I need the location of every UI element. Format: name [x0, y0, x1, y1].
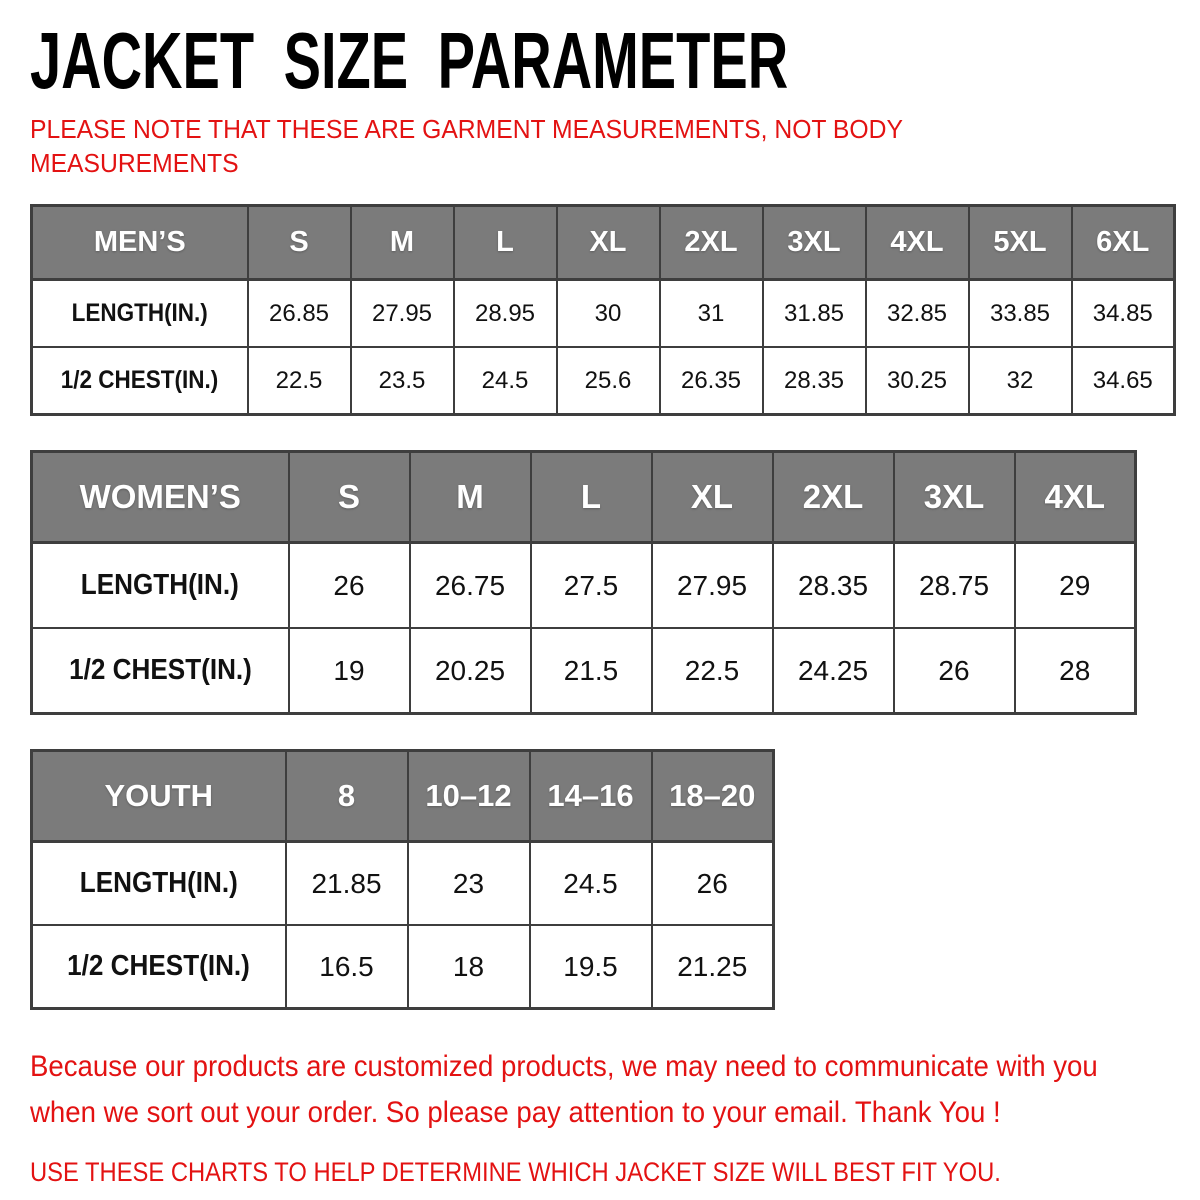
mens-size-column-header [660, 206, 763, 280]
womens-size-value-cell [894, 628, 1015, 714]
womens-size-column-header [410, 452, 531, 543]
womens-size-value-cell [531, 543, 652, 629]
header-label: 2XL [684, 226, 738, 258]
row-label-text: LENGTH(IN.) [79, 867, 238, 899]
mens-size-value-cell [248, 347, 351, 415]
note-line-2: MEASUREMENTS [30, 148, 239, 178]
size-value: 26.75 [434, 569, 506, 601]
womens-size-column-header [894, 452, 1015, 543]
size-value: 28.35 [797, 569, 869, 601]
womens-measurement-row [32, 543, 1136, 629]
youth-table-title-cell [32, 751, 286, 842]
row-label-text: 1/2 CHEST(IN.) [60, 366, 219, 394]
mens-size-column-header [557, 206, 660, 280]
size-value: 28.95 [474, 299, 536, 327]
mens-measurement-row [32, 280, 1175, 348]
header-label: 14–16 [547, 778, 634, 813]
youth-measurement-row [32, 842, 774, 926]
page-title: JACKET SIZE PARAMETER [30, 16, 789, 105]
header-label: 2XL [802, 478, 864, 515]
womens-table-title-cell [32, 452, 289, 543]
mens-size-value-cell [763, 280, 866, 348]
header-label: M [389, 226, 415, 258]
size-value: 32 [1006, 366, 1034, 394]
customization-notice-line-2: when we sort out your order. So please pay attention to your email. Thank You ! [30, 1096, 1001, 1129]
womens-size-value-cell [894, 543, 1015, 629]
mens-size-table [30, 204, 1176, 416]
womens-size-value-cell [652, 543, 773, 629]
mens-row-label [32, 347, 248, 415]
row-label-text: LENGTH(IN.) [71, 299, 208, 327]
womens-size-column-header [531, 452, 652, 543]
youth-row-label [32, 925, 286, 1009]
womens-size-value-cell [410, 628, 531, 714]
header-label: 8 [337, 778, 356, 813]
size-value: 31.85 [783, 299, 845, 327]
size-value: 22.5 [684, 654, 740, 686]
youth-row-label [32, 842, 286, 926]
size-value: 26 [333, 569, 365, 601]
mens-row-label [32, 280, 248, 348]
size-value: 32.85 [886, 299, 948, 327]
customization-notice-line-1: Because our products are customized products, we may need to communicate with you [30, 1050, 1098, 1083]
size-value: 20.25 [434, 654, 506, 686]
mens-size-column-header [1072, 206, 1175, 280]
mens-size-value-cell [866, 347, 969, 415]
mens-size-column-header [866, 206, 969, 280]
womens-size-value-cell [1015, 543, 1136, 629]
fit-advice-line: USE THESE CHARTS TO HELP DETERMINE WHICH JACKET SIZE WILL BEST FIT YOU. [30, 1157, 1001, 1187]
youth-size-value-cell [652, 842, 774, 926]
row-label-text: 1/2 CHEST(IN.) [67, 950, 251, 982]
youth-size-column-header [652, 751, 774, 842]
womens-size-value-cell [289, 628, 410, 714]
size-value: 27.95 [371, 299, 433, 327]
mens-header-row [32, 206, 1175, 280]
mens-size-value-cell [763, 347, 866, 415]
size-value: 27.5 [563, 569, 619, 601]
size-value: 24.5 [563, 867, 618, 899]
womens-size-value-cell [1015, 628, 1136, 714]
mens-size-value-cell [866, 280, 969, 348]
size-value: 26 [696, 867, 728, 899]
size-value: 24.5 [481, 366, 529, 394]
mens-size-value-cell [248, 280, 351, 348]
womens-size-value-cell [531, 628, 652, 714]
youth-size-value-cell [408, 842, 530, 926]
size-value: 18 [452, 950, 485, 982]
womens-size-value-cell [289, 543, 410, 629]
size-value: 29 [1059, 569, 1091, 601]
mens-table-title-cell [32, 206, 248, 280]
mens-size-column-header [351, 206, 454, 280]
header-label: 3XL [923, 478, 985, 515]
youth-size-column-header [286, 751, 408, 842]
youth-measurement-row [32, 925, 774, 1009]
header-label: L [496, 226, 514, 258]
mens-size-value-cell [969, 280, 1072, 348]
header-label: M [456, 478, 484, 515]
youth-size-value-cell [286, 925, 408, 1009]
youth-size-value-cell [530, 925, 652, 1009]
header-label: XL [690, 478, 734, 515]
womens-size-column-header [773, 452, 894, 543]
womens-size-value-cell [773, 628, 894, 714]
mens-size-value-cell [969, 347, 1072, 415]
note-line-1: PLEASE NOTE THAT THESE ARE GARMENT MEASUREMENTS, NOT BODY [30, 114, 903, 144]
mens-size-value-cell [454, 347, 557, 415]
mens-size-column-header [763, 206, 866, 280]
header-label: 6XL [1096, 226, 1150, 258]
mens-size-value-cell [557, 347, 660, 415]
size-value: 28 [1059, 654, 1091, 686]
size-value: 23 [452, 867, 485, 899]
size-value: 23.5 [378, 366, 426, 394]
size-value: 27.95 [676, 569, 748, 601]
header-label: S [289, 226, 309, 258]
size-value: 34.85 [1092, 299, 1153, 327]
youth-size-column-header [408, 751, 530, 842]
mens-measurement-row [32, 347, 1175, 415]
size-value: 21.5 [563, 654, 619, 686]
header-label: 4XL [1044, 478, 1106, 515]
womens-size-column-header [289, 452, 410, 543]
youth-size-value-cell [530, 842, 652, 926]
header-label: 4XL [890, 226, 944, 258]
size-value: 19 [333, 654, 365, 686]
womens-size-table [30, 450, 1137, 715]
size-value: 26 [938, 654, 970, 686]
mens-size-value-cell [557, 280, 660, 348]
customization-notice [30, 1044, 1106, 1136]
mens-size-value-cell [351, 280, 454, 348]
youth-size-value-cell [408, 925, 530, 1009]
mens-size-value-cell [660, 280, 763, 348]
header-label: 3XL [787, 226, 841, 258]
header-label: MEN’S [93, 226, 186, 258]
size-value: 28.75 [918, 569, 990, 601]
size-value: 30 [594, 299, 622, 327]
size-value: 30.25 [886, 366, 948, 394]
womens-row-label [32, 543, 289, 629]
size-tables-container [30, 204, 1200, 1010]
size-value: 21.25 [677, 950, 748, 982]
mens-size-value-cell [660, 347, 763, 415]
mens-size-value-cell [351, 347, 454, 415]
size-value: 21.85 [311, 867, 382, 899]
size-value: 31 [697, 299, 725, 327]
mens-size-value-cell [1072, 280, 1175, 348]
header-label: 10–12 [425, 778, 512, 813]
row-label-text: 1/2 CHEST(IN.) [68, 654, 252, 686]
garment-measurement-note [30, 112, 1142, 180]
womens-row-label [32, 628, 289, 714]
mens-size-value-cell [1072, 347, 1175, 415]
header-label: S [337, 478, 360, 515]
mens-size-value-cell [454, 280, 557, 348]
header-label: 5XL [993, 226, 1047, 258]
womens-size-column-header [652, 452, 773, 543]
womens-size-value-cell [652, 628, 773, 714]
size-value: 28.35 [783, 366, 845, 394]
size-value: 24.25 [797, 654, 869, 686]
womens-measurement-row [32, 628, 1136, 714]
youth-size-value-cell [652, 925, 774, 1009]
size-value: 33.85 [989, 299, 1051, 327]
womens-header-row [32, 452, 1136, 543]
youth-header-row [32, 751, 774, 842]
size-value: 34.65 [1092, 366, 1153, 394]
size-value: 26.85 [268, 299, 330, 327]
womens-size-value-cell [410, 543, 531, 629]
mens-size-column-header [248, 206, 351, 280]
mens-size-column-header [454, 206, 557, 280]
size-value: 26.35 [680, 366, 742, 394]
youth-size-table [30, 749, 775, 1010]
womens-size-value-cell [773, 543, 894, 629]
youth-size-column-header [530, 751, 652, 842]
womens-size-column-header [1015, 452, 1136, 543]
mens-size-column-header [969, 206, 1072, 280]
size-value: 16.5 [319, 950, 374, 982]
row-label-text: LENGTH(IN.) [81, 569, 240, 601]
header-label: XL [589, 226, 627, 258]
header-label: 18–20 [669, 778, 756, 813]
size-value: 22.5 [275, 366, 323, 394]
header-label: L [580, 478, 602, 515]
size-value: 19.5 [563, 950, 618, 982]
header-label: WOMEN’S [79, 478, 241, 515]
youth-size-value-cell [286, 842, 408, 926]
header-label: YOUTH [104, 778, 213, 813]
size-value: 25.6 [584, 366, 632, 394]
